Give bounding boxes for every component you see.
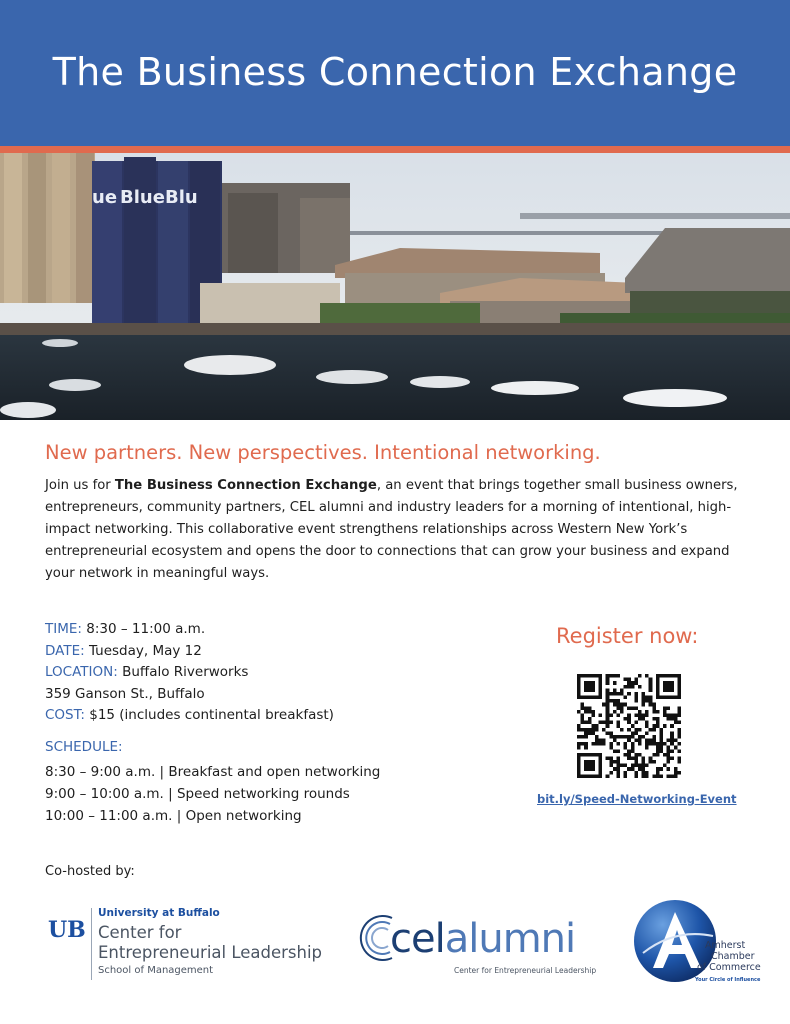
- ub-center-line1: Center for: [98, 923, 182, 942]
- event-details: [45, 619, 334, 727]
- time-value: 8:30 – 11:00 a.m.: [81, 621, 206, 637]
- schedule-item: 8:30 – 9:00 a.m. | Breakfast and open networking: [45, 764, 381, 780]
- detail-time: [45, 619, 334, 641]
- amherst-tagline: Your Circle of Influence: [695, 977, 761, 983]
- detail-location: [45, 662, 334, 684]
- cel-alumni-logo: [358, 908, 598, 983]
- page-title: The Business Connection Exchange: [52, 50, 738, 94]
- intro-lead: Join us for: [45, 478, 115, 493]
- hero-photo: [0, 153, 790, 420]
- tagline: New partners. New perspectives. Intentional networking.: [45, 441, 601, 464]
- register-heading: Register now:: [556, 624, 699, 648]
- schedule-heading: SCHEDULE:: [45, 739, 123, 755]
- amherst-chamber-logo: [633, 898, 763, 988]
- ub-university-name: University at Buffalo: [98, 907, 220, 919]
- time-label: TIME:: [45, 621, 82, 637]
- ub-center-line2: Entrepreneurial Leadership: [98, 943, 323, 962]
- ub-divider: [91, 908, 92, 980]
- alumni-word: alumni: [444, 916, 576, 962]
- ub-school-name: School of Management: [98, 965, 214, 976]
- detail-date: [45, 641, 334, 663]
- ub-mark-text: UB: [48, 918, 86, 940]
- amherst-line2: Chamber: [711, 951, 755, 962]
- schedule-item: 10:00 – 11:00 a.m. | Open networking: [45, 808, 302, 824]
- header-banner: [0, 0, 790, 146]
- accent-stripe: [0, 146, 790, 153]
- cohosted-label: Co-hosted by:: [45, 864, 135, 879]
- svg-text:ue: ue: [92, 187, 118, 208]
- date-value: Tuesday, May 12: [84, 642, 202, 659]
- cel-word: cel: [390, 916, 445, 962]
- qr-code[interactable]: [577, 674, 681, 782]
- register-link[interactable]: bit.ly/Speed-Networking-Event: [537, 792, 737, 806]
- location-label: LOCATION:: [45, 664, 118, 680]
- cost-label: COST:: [45, 707, 85, 723]
- cel-alumni-wordmark: [390, 916, 575, 962]
- amherst-line1: Amherst: [705, 940, 746, 951]
- intro-body: , an event that brings together small business owners, entrepreneurs, community partners, CEL alumni and industry leaders for a morning of intentional, high-impact networking. This collaborative event strengthens relationships across Western New York’s entrepreneurial ecosystem and opens the door to connections that can grow your business and expand your network in meaningful ways.: [45, 478, 738, 581]
- ub-cel-logo: [48, 905, 323, 985]
- schedule-item: 9:00 – 10:00 a.m. | Speed networking rounds: [45, 786, 350, 802]
- location-value: Buffalo Riverworks: [117, 664, 249, 680]
- svg-text:Blu: Blu: [165, 187, 198, 208]
- ub-mark-icon: [48, 918, 86, 940]
- detail-cost: [45, 705, 334, 727]
- amherst-line3: of Commerce: [697, 962, 761, 973]
- cel-subtitle: Center for Entrepreneurial Leadership: [454, 966, 597, 975]
- intro-event-name: The Business Connection Exchange: [114, 478, 377, 493]
- svg-text:Blue: Blue: [120, 187, 165, 208]
- schedule-list: [45, 761, 380, 827]
- intro-paragraph: [45, 475, 745, 585]
- cost-value: $15 (includes continental breakfast): [84, 707, 334, 723]
- date-label: DATE:: [45, 642, 85, 659]
- detail-address: 359 Ganson St., Buffalo: [45, 685, 205, 702]
